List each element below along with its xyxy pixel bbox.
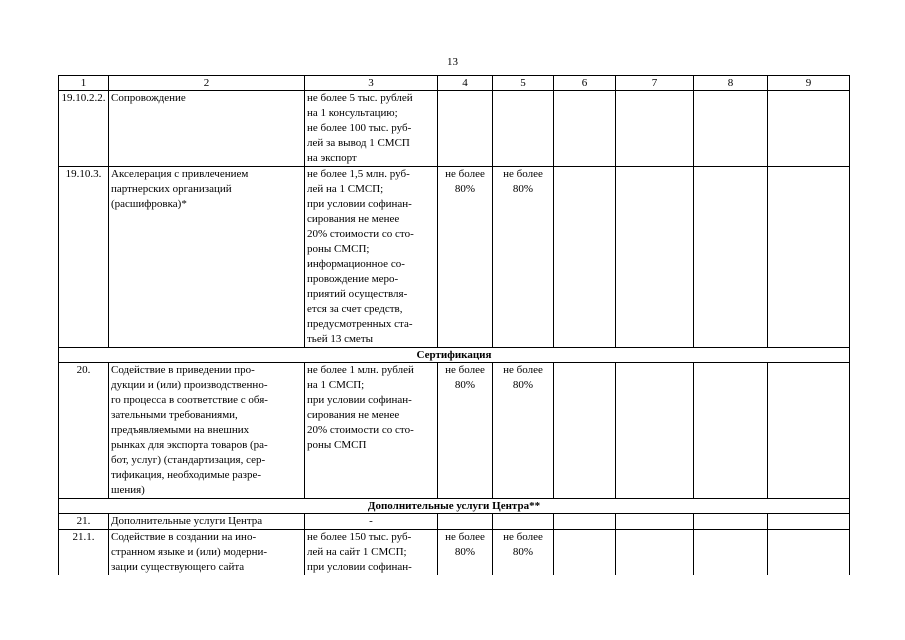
cell-col4: [438, 514, 493, 530]
text-line: предъявляемыми на внешних: [111, 424, 250, 436]
text-line: странном языке и (или) модерни-: [111, 546, 268, 558]
text-line: информационное со-: [307, 258, 405, 270]
cell-col7: [616, 514, 694, 530]
cell-col4: [438, 167, 493, 348]
table-row: [59, 167, 850, 348]
text-line: при условии софинан-: [307, 198, 412, 210]
text-line: 80%: [454, 183, 476, 195]
text-line: на 1 СМСП;: [307, 379, 365, 391]
text-line: сирования не менее: [307, 213, 400, 225]
cell-col6: [554, 530, 616, 576]
text-line: тьей 13 сметы: [307, 333, 374, 345]
service-name: [109, 91, 305, 167]
section-row: [59, 499, 850, 514]
header-cell: 5: [493, 76, 554, 91]
text-line: зации существующего сайта: [111, 561, 245, 573]
text-line: Сопровождение: [111, 92, 186, 104]
cell-col5: [493, 363, 554, 499]
text-line: провождение меро-: [307, 273, 399, 285]
service-name: Дополнительные услуги Центра: [109, 514, 305, 530]
cell-col8: [694, 167, 768, 348]
cell-col7: [616, 167, 694, 348]
text-line: сирования не менее: [307, 409, 400, 421]
cell-col5: [493, 91, 554, 167]
cell-col8: [694, 363, 768, 499]
text-line: не более: [503, 364, 543, 376]
section-title: Дополнительные услуги Центра**: [59, 499, 850, 514]
text-line: не более 5 тыс. рублей: [307, 92, 413, 104]
text-line: Содействие в приведении про-: [111, 364, 255, 376]
header-cell: 3: [305, 76, 438, 91]
text-line: 20% стоимости со сто-: [307, 228, 414, 240]
cost-limit: [305, 167, 438, 348]
header-cell: 1: [59, 76, 109, 91]
cell-col8: [694, 514, 768, 530]
text-line: 80%: [454, 546, 476, 558]
text-line: не более: [503, 531, 543, 543]
cost-limit: [305, 91, 438, 167]
text-line: при условии софинан-: [307, 394, 412, 406]
text-line: 20% стоимости со сто-: [307, 424, 414, 436]
cell-col7: [616, 363, 694, 499]
text-line: го процесса в соответствие с обя-: [111, 394, 268, 406]
text-line: 80%: [512, 379, 534, 391]
text-line: не более: [503, 168, 543, 180]
text-line: на 1 консультацию;: [307, 107, 398, 119]
cell-col5: [493, 530, 554, 576]
text-line: 80%: [512, 183, 534, 195]
cost-limit: [305, 530, 438, 576]
table-row: [59, 91, 850, 167]
service-name: [109, 530, 305, 576]
cell-col5: [493, 167, 554, 348]
page-number: 13: [447, 56, 458, 68]
header-cell: 4: [438, 76, 493, 91]
text-line: лей на сайт 1 СМСП;: [307, 546, 407, 558]
cell-col7: [616, 530, 694, 576]
cost-limit: [305, 363, 438, 499]
text-line: не более 1 млн. рублей: [307, 364, 414, 376]
text-line: Содействие в создании на ино-: [111, 531, 257, 543]
text-line: на экспорт: [307, 152, 357, 164]
header-cell: 7: [616, 76, 694, 91]
text-line: лей за вывод 1 СМСП: [307, 137, 410, 149]
cell-col8: [694, 91, 768, 167]
text-line: не более 150 тыс. руб-: [307, 531, 412, 543]
cell-col9: [768, 363, 850, 499]
text-line: лей на 1 СМСП;: [307, 183, 384, 195]
text-line: дукции и (или) производственно-: [111, 379, 268, 391]
text-line: зательными требованиями,: [111, 409, 238, 421]
text-line: Акселерация с привлечением: [111, 168, 249, 180]
cell-col9: [768, 167, 850, 348]
text-line: шения): [111, 484, 145, 496]
text-line: при условии софинан-: [307, 561, 412, 573]
text-line: бот, услуг) (стандартизация, сер-: [111, 454, 266, 466]
text-line: не более: [445, 168, 485, 180]
text-line: партнерских организаций: [111, 183, 232, 195]
service-name: [109, 363, 305, 499]
cell-col5: [493, 514, 554, 530]
service-name: [109, 167, 305, 348]
row-number: 19.10.3.: [59, 167, 109, 348]
table-row: [59, 363, 850, 499]
cell-col4: [438, 91, 493, 167]
text-line: не более 100 тыс. руб-: [307, 122, 412, 134]
text-line: не более: [445, 531, 485, 543]
text-line: ется за счет средств,: [307, 303, 403, 315]
text-line: 80%: [454, 379, 476, 391]
header-cell: 6: [554, 76, 616, 91]
text-line: 80%: [512, 546, 534, 558]
cell-col9: [768, 91, 850, 167]
row-number: 21.1.: [59, 530, 109, 576]
text-line: не более: [445, 364, 485, 376]
cost-limit: -: [305, 514, 438, 530]
text-line: не более 1,5 млн. руб-: [307, 168, 410, 180]
header-cell: 9: [768, 76, 850, 91]
cell-col9: [768, 514, 850, 530]
cell-col6: [554, 167, 616, 348]
text-line: тификация, необходимые разре-: [111, 469, 262, 481]
row-number: 21.: [59, 514, 109, 530]
cell-col4: [438, 363, 493, 499]
cell-col7: [616, 91, 694, 167]
cell-col6: [554, 91, 616, 167]
section-title: Сертификация: [59, 348, 850, 363]
services-table: [58, 75, 850, 575]
cell-col9: [768, 530, 850, 576]
header-cell: 2: [109, 76, 305, 91]
section-row: [59, 348, 850, 363]
header-row: [59, 76, 850, 91]
cell-col8: [694, 530, 768, 576]
table-row: [59, 514, 850, 530]
text-line: предусмотренных ста-: [307, 318, 413, 330]
text-line: рынках для экспорта товаров (ра-: [111, 439, 268, 451]
row-number: 20.: [59, 363, 109, 499]
text-line: роны СМСП: [307, 439, 367, 451]
text-line: приятий осуществля-: [307, 288, 408, 300]
cell-col4: [438, 530, 493, 576]
cell-col6: [554, 363, 616, 499]
row-number: 19.10.2.2.: [59, 91, 109, 167]
text-line: роны СМСП;: [307, 243, 370, 255]
cell-col6: [554, 514, 616, 530]
text-line: (расшифровка)*: [111, 198, 187, 210]
header-cell: 8: [694, 76, 768, 91]
table-row: [59, 530, 850, 576]
